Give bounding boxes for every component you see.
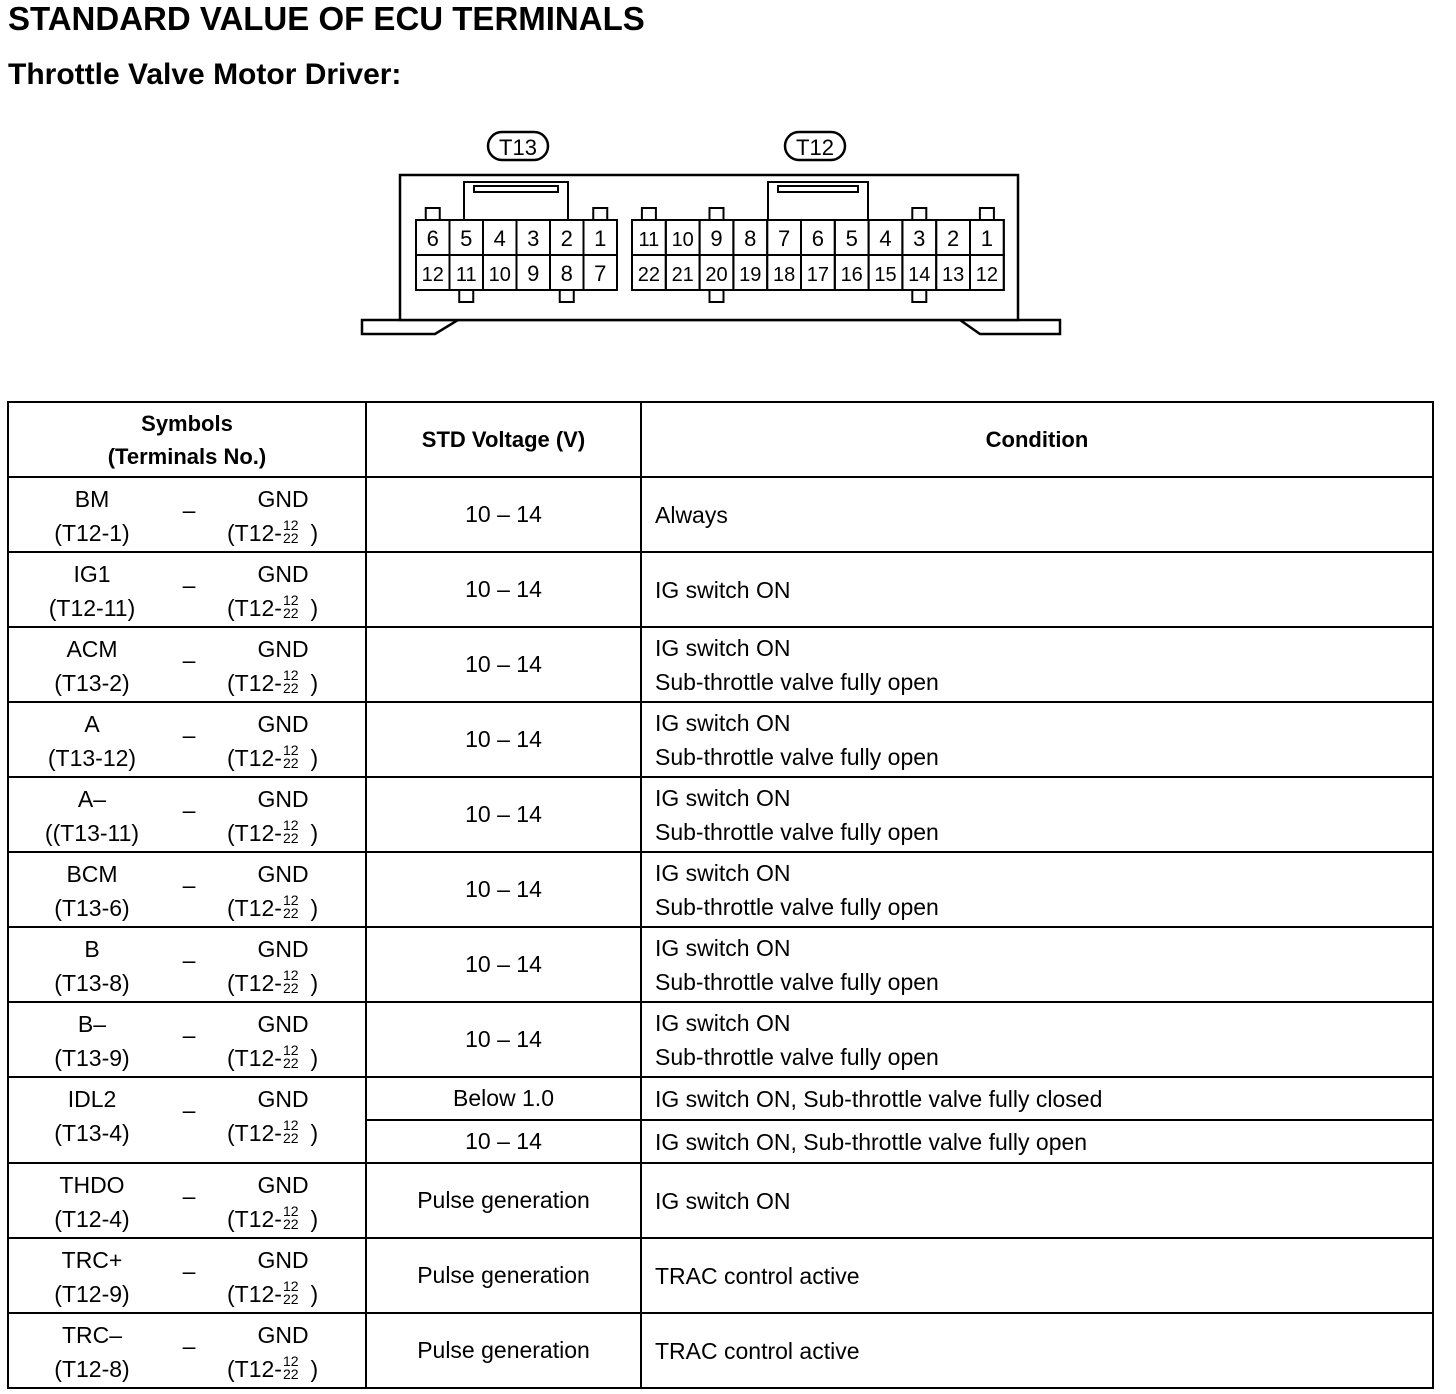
- voltage-cell: 10 – 14: [366, 552, 641, 627]
- symbol-terminal: (T13-8): [54, 970, 130, 996]
- connector-base: [362, 320, 1060, 334]
- page-subtitle: Throttle Valve Motor Driver:: [8, 58, 402, 91]
- voltage-cell: 10 – 14: [366, 1002, 641, 1077]
- condition-line: TRAC control active: [655, 1337, 860, 1364]
- symbol-dash: –: [182, 572, 196, 598]
- condition-line: Always: [655, 501, 728, 528]
- svg-text:T13: T13: [499, 135, 537, 160]
- t12-pin-3: 3: [913, 226, 926, 251]
- gnd-terminal: (T12- 12 22 ): [227, 591, 319, 621]
- t13-pin-4: 4: [493, 226, 506, 251]
- symbol-name: IG1: [73, 561, 111, 587]
- symbol-name: IDL2: [67, 1086, 117, 1112]
- condition-cell: IG switch ON, Sub-throttle valve fully open: [641, 1120, 1433, 1163]
- t12-pin-4: 4: [879, 226, 892, 251]
- symbol-dash: –: [182, 947, 196, 973]
- gnd-terminal: (T12- 12 22 ): [227, 741, 319, 771]
- condition-line: IG switch ON: [655, 934, 791, 961]
- condition-cell: [641, 702, 1433, 777]
- gnd-terminal: (T12- 12 22 ): [227, 1277, 319, 1307]
- symbol-dash: –: [182, 1258, 196, 1284]
- condition-line: IG switch ON: [655, 634, 791, 661]
- t13-pin-5: 5: [460, 226, 473, 251]
- condition-cell: [641, 1238, 1433, 1313]
- symbol-terminal: (T12-11): [48, 595, 136, 621]
- symbol-terminal: ((T13-11): [44, 820, 140, 846]
- symbol-cell: [8, 552, 366, 627]
- symbol-cell: [8, 1238, 366, 1313]
- page-title: STANDARD VALUE OF ECU TERMINALS: [8, 0, 645, 37]
- symbol-name: ACM: [66, 636, 118, 662]
- gnd-label: GND: [257, 1086, 309, 1112]
- header-symbols-line1: Symbols: [141, 410, 233, 436]
- symbol-name: THDO: [59, 1172, 125, 1198]
- voltage-cell: Pulse generation: [366, 1238, 641, 1313]
- gnd-label: GND: [257, 1322, 309, 1348]
- symbol-name: B: [84, 936, 100, 962]
- condition-line: Sub-throttle valve fully open: [655, 968, 939, 995]
- symbol-cell: [8, 1313, 366, 1388]
- t13-pin-11: 11: [455, 264, 477, 286]
- symbol-cell: [8, 1002, 366, 1077]
- t12-pin-21: 21: [671, 264, 694, 286]
- symbol-terminal: (T13-6): [54, 895, 130, 921]
- table-row: [8, 1313, 1433, 1388]
- table-row: [8, 1163, 1433, 1238]
- condition-line: IG switch ON: [655, 1187, 791, 1214]
- t12-pin-11: 11: [638, 229, 660, 251]
- t12-pin-12: 12: [975, 264, 999, 286]
- header-symbols-line2: (Terminals No.): [107, 443, 267, 469]
- voltage-cell: Pulse generation: [366, 1313, 641, 1388]
- condition-cell: IG switch ON, Sub-throttle valve fully closed: [641, 1077, 1433, 1120]
- t12-pin-17: 17: [806, 264, 830, 286]
- table-row: [8, 1002, 1433, 1077]
- condition-line: IG switch ON: [655, 1009, 791, 1036]
- t12-pin-18: 18: [772, 264, 796, 286]
- table-row: [8, 927, 1433, 1002]
- t13-pin-9: 9: [527, 261, 540, 286]
- gnd-label: GND: [257, 1247, 309, 1273]
- table-row: [8, 1238, 1433, 1313]
- symbol-dash: –: [182, 1022, 196, 1048]
- table-row-idl2: [8, 1077, 1433, 1120]
- t12-pin-9: 9: [710, 226, 723, 251]
- condition-cell: [641, 627, 1433, 702]
- t13-pin-1: 1: [594, 226, 607, 251]
- condition-cell: [641, 477, 1433, 552]
- t13-pin-2: 2: [560, 226, 573, 251]
- table-row: [8, 477, 1433, 552]
- symbol-cell: [8, 927, 366, 1002]
- symbol-cell: [8, 1077, 366, 1163]
- header-condition: Condition: [641, 402, 1433, 477]
- gnd-terminal: (T12- 12 22 ): [227, 666, 319, 696]
- symbol-dash: –: [182, 1097, 196, 1123]
- condition-line: Sub-throttle valve fully open: [655, 668, 939, 695]
- table-row: [8, 627, 1433, 702]
- t12-pin-19: 19: [739, 264, 762, 286]
- t12-pin-6: 6: [811, 226, 825, 251]
- gnd-label: GND: [257, 636, 309, 662]
- t13-pin-10: 10: [488, 264, 511, 286]
- symbol-dash: –: [182, 497, 196, 523]
- gnd-label: GND: [257, 561, 309, 587]
- symbol-name: B–: [77, 1011, 107, 1037]
- table-row: [8, 552, 1433, 627]
- voltage-cell: Pulse generation: [366, 1163, 641, 1238]
- voltage-cell: 10 – 14: [366, 702, 641, 777]
- gnd-terminal: (T12- 12 22 ): [227, 1352, 319, 1382]
- t12-pin-5: 5: [845, 226, 858, 251]
- condition-cell: [641, 1313, 1433, 1388]
- voltage-cell: Below 1.0: [366, 1077, 641, 1120]
- t12-pin-14: 14: [908, 264, 931, 286]
- symbol-terminal: (T12-1): [54, 520, 130, 546]
- voltage-cell: 10 – 14: [366, 627, 641, 702]
- condition-line: IG switch ON: [655, 709, 791, 736]
- ecu-connector-diagram: [340, 120, 1080, 345]
- symbol-dash: –: [182, 797, 196, 823]
- table-row: [8, 777, 1433, 852]
- t12-pin-13: 13: [941, 264, 965, 286]
- symbol-name: A: [84, 711, 100, 737]
- symbol-terminal: (T13-4): [54, 1120, 130, 1146]
- symbol-dash: –: [182, 647, 196, 673]
- symbol-terminal: (T13-12): [47, 745, 137, 771]
- symbol-name: A–: [77, 786, 107, 812]
- gnd-label: GND: [257, 1172, 309, 1198]
- t12-pin-1: 1: [980, 226, 994, 251]
- symbol-name: BCM: [66, 861, 118, 887]
- symbol-dash: –: [182, 1183, 196, 1209]
- t12-pin-10: 10: [671, 229, 694, 251]
- symbol-cell: [8, 852, 366, 927]
- symbol-terminal: (T12-9): [54, 1281, 130, 1307]
- condition-cell: [641, 1002, 1433, 1077]
- voltage-cell: 10 – 14: [366, 1120, 641, 1163]
- condition-cell: [641, 777, 1433, 852]
- symbol-name: TRC–: [61, 1322, 123, 1348]
- gnd-label: GND: [257, 711, 309, 737]
- t13-pin-7: 7: [594, 261, 607, 286]
- t12-pin-2: 2: [946, 226, 960, 251]
- t12-pin-20: 20: [705, 264, 728, 286]
- t13-pin-8: 8: [560, 261, 573, 286]
- voltage-cell: 10 – 14: [366, 477, 641, 552]
- t12-pin-7: 7: [777, 226, 791, 251]
- symbol-dash: –: [182, 722, 196, 748]
- symbol-cell: [8, 777, 366, 852]
- gnd-terminal: (T12- 12 22 ): [227, 966, 319, 996]
- gnd-label: GND: [257, 1011, 309, 1037]
- table-row: [8, 702, 1433, 777]
- gnd-terminal: (T12- 12 22 ): [227, 1202, 319, 1232]
- header-voltage: STD Voltage (V): [366, 402, 641, 477]
- gnd-terminal: (T12- 12 22 ): [227, 1116, 319, 1146]
- t13-label: [488, 132, 548, 160]
- t13-pin-3: 3: [527, 226, 540, 251]
- gnd-terminal: (T12- 12 22 ): [227, 891, 319, 921]
- condition-line: IG switch ON: [655, 859, 791, 886]
- symbol-name: BM: [74, 486, 110, 512]
- table-row: [8, 852, 1433, 927]
- t12-pin-22: 22: [637, 264, 661, 286]
- symbol-cell: [8, 702, 366, 777]
- t13-pin-6: 6: [426, 226, 439, 251]
- voltage-cell: 10 – 14: [366, 852, 641, 927]
- table-header-row: [8, 402, 1433, 477]
- symbol-cell: [8, 477, 366, 552]
- symbol-dash: –: [182, 872, 196, 898]
- ecu-terminal-table: [7, 401, 1434, 1389]
- gnd-label: GND: [257, 486, 309, 512]
- condition-line: Sub-throttle valve fully open: [655, 893, 939, 920]
- symbol-terminal: (T12-4): [54, 1206, 130, 1232]
- condition-line: TRAC control active: [655, 1262, 860, 1289]
- condition-line: IG switch ON: [655, 576, 791, 603]
- condition-cell: [641, 1163, 1433, 1238]
- voltage-cell: 10 – 14: [366, 777, 641, 852]
- gnd-label: GND: [257, 936, 309, 962]
- t13-pin-12: 12: [421, 264, 444, 286]
- t12-pin-8: 8: [744, 226, 757, 251]
- symbol-terminal: (T13-9): [54, 1045, 130, 1071]
- gnd-terminal: (T12- 12 22 ): [227, 816, 319, 846]
- t12-pin-15: 15: [874, 264, 897, 286]
- gnd-terminal: (T12- 12 22 ): [227, 1041, 319, 1071]
- condition-line: IG switch ON: [655, 784, 791, 811]
- gnd-label: GND: [257, 861, 309, 887]
- t12-pin-16: 16: [840, 264, 863, 286]
- symbol-name: TRC+: [61, 1247, 123, 1273]
- condition-line: Sub-throttle valve fully open: [655, 1043, 939, 1070]
- condition-line: Sub-throttle valve fully open: [655, 818, 939, 845]
- header-symbols: [8, 402, 366, 477]
- condition-cell: [641, 552, 1433, 627]
- condition-cell: [641, 852, 1433, 927]
- symbol-cell: [8, 627, 366, 702]
- svg-text:T12: T12: [796, 135, 834, 160]
- symbol-cell: [8, 1163, 366, 1238]
- symbol-dash: –: [182, 1333, 196, 1359]
- voltage-cell: 10 – 14: [366, 927, 641, 1002]
- condition-line: Sub-throttle valve fully open: [655, 743, 939, 770]
- t12-label: [785, 132, 845, 160]
- condition-cell: [641, 927, 1433, 1002]
- gnd-terminal: (T12- 12 22 ): [227, 516, 319, 546]
- gnd-label: GND: [257, 786, 309, 812]
- symbol-terminal: (T13-2): [54, 670, 130, 696]
- symbol-terminal: (T12-8): [54, 1356, 130, 1382]
